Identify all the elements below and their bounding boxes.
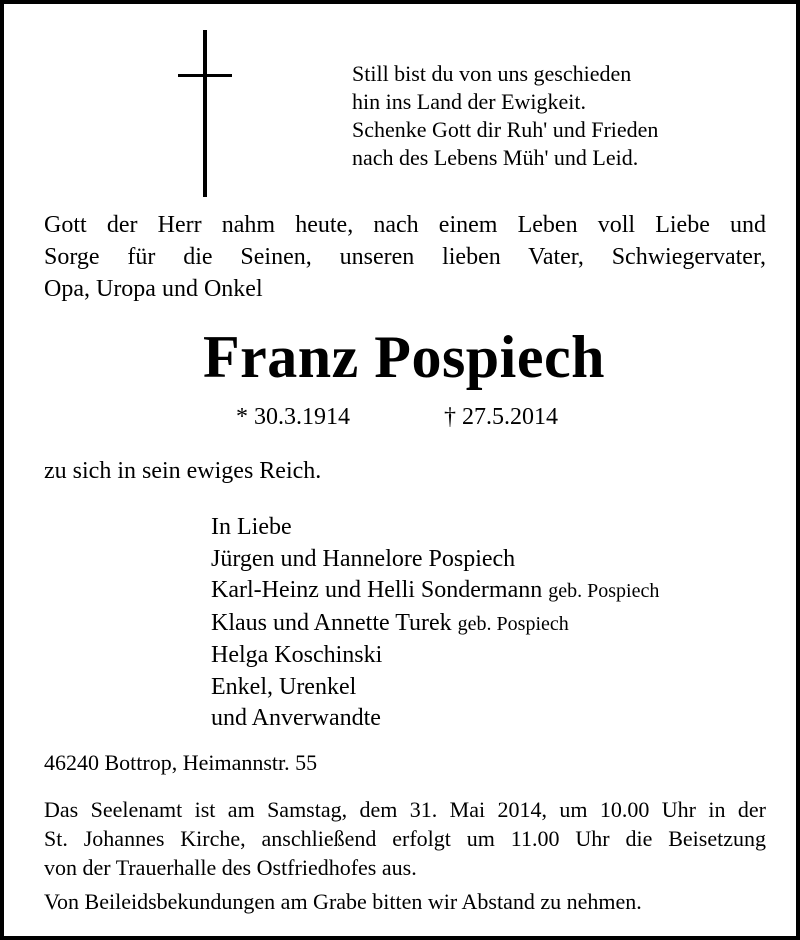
family-member-name: Helga Koschinski: [211, 642, 383, 668]
family-intro: In Liebe: [211, 514, 292, 540]
family-address: 46240 Bottrop, Heimannstr. 55: [44, 750, 318, 775]
family-member-name: Enkel, Urenkel: [211, 673, 357, 700]
family-member-name: Jürgen und Hannelore Pospiech: [211, 545, 516, 572]
poem-line: hin ins Land der Ewigkeit.: [352, 89, 587, 114]
closing-phrase: zu sich in sein ewiges Reich.: [44, 458, 322, 484]
intro-text: [44, 209, 766, 305]
family-member: [211, 703, 659, 735]
family-member: [211, 672, 659, 704]
family-member: [211, 640, 659, 672]
death-date: † 27.5.2014: [444, 404, 558, 430]
service-line: Das Seelenamt ist am Samstag, dem 31. Mai 2014, um 10.00 Uhr in der: [44, 797, 766, 822]
deceased-name: Franz Pospiech: [203, 324, 605, 390]
service-line: St. Johannes Kirche, anschließend erfolgt um 11.00 Uhr die Beisetzung: [44, 826, 766, 851]
family-member: [211, 575, 659, 608]
cross-horizontal-bar: [178, 74, 232, 77]
poem-line: Schenke Gott dir Ruh' und Frieden: [352, 117, 659, 142]
family-member-name: Karl-Heinz und Helli Sondermann: [211, 577, 543, 603]
family-member: [211, 608, 659, 641]
intro-line: Opa, Uropa und Onkel: [44, 276, 263, 302]
family-member-name: und Anverwandte: [211, 705, 381, 731]
family-list: [211, 512, 659, 735]
service-info: [44, 795, 766, 882]
poem-line: Still bist du von uns geschieden: [352, 61, 632, 86]
family-member-note: geb. Pospiech: [548, 580, 660, 602]
service-line: von der Trauerhalle des Ostfriedhofes aus.: [44, 855, 417, 880]
cross-vertical-bar: [203, 30, 207, 197]
birth-date: * 30.3.1914: [236, 404, 350, 430]
intro-line: Sorge für die Seinen, unseren lieben Vater, Schwiegervater,: [44, 244, 766, 270]
family-member-name: Klaus und Annette Turek: [211, 609, 452, 636]
poem-line: nach des Lebens Müh' und Leid.: [352, 145, 639, 170]
poem: [352, 60, 658, 172]
condolence-note: Von Beileidsbekundungen am Grabe bitten wir Abstand zu nehmen.: [44, 889, 642, 914]
family-member-note: geb. Pospiech: [457, 612, 569, 635]
intro-line: Gott der Herr nahm heute, nach einem Leben voll Liebe und: [44, 212, 766, 238]
family-member: [211, 544, 659, 576]
